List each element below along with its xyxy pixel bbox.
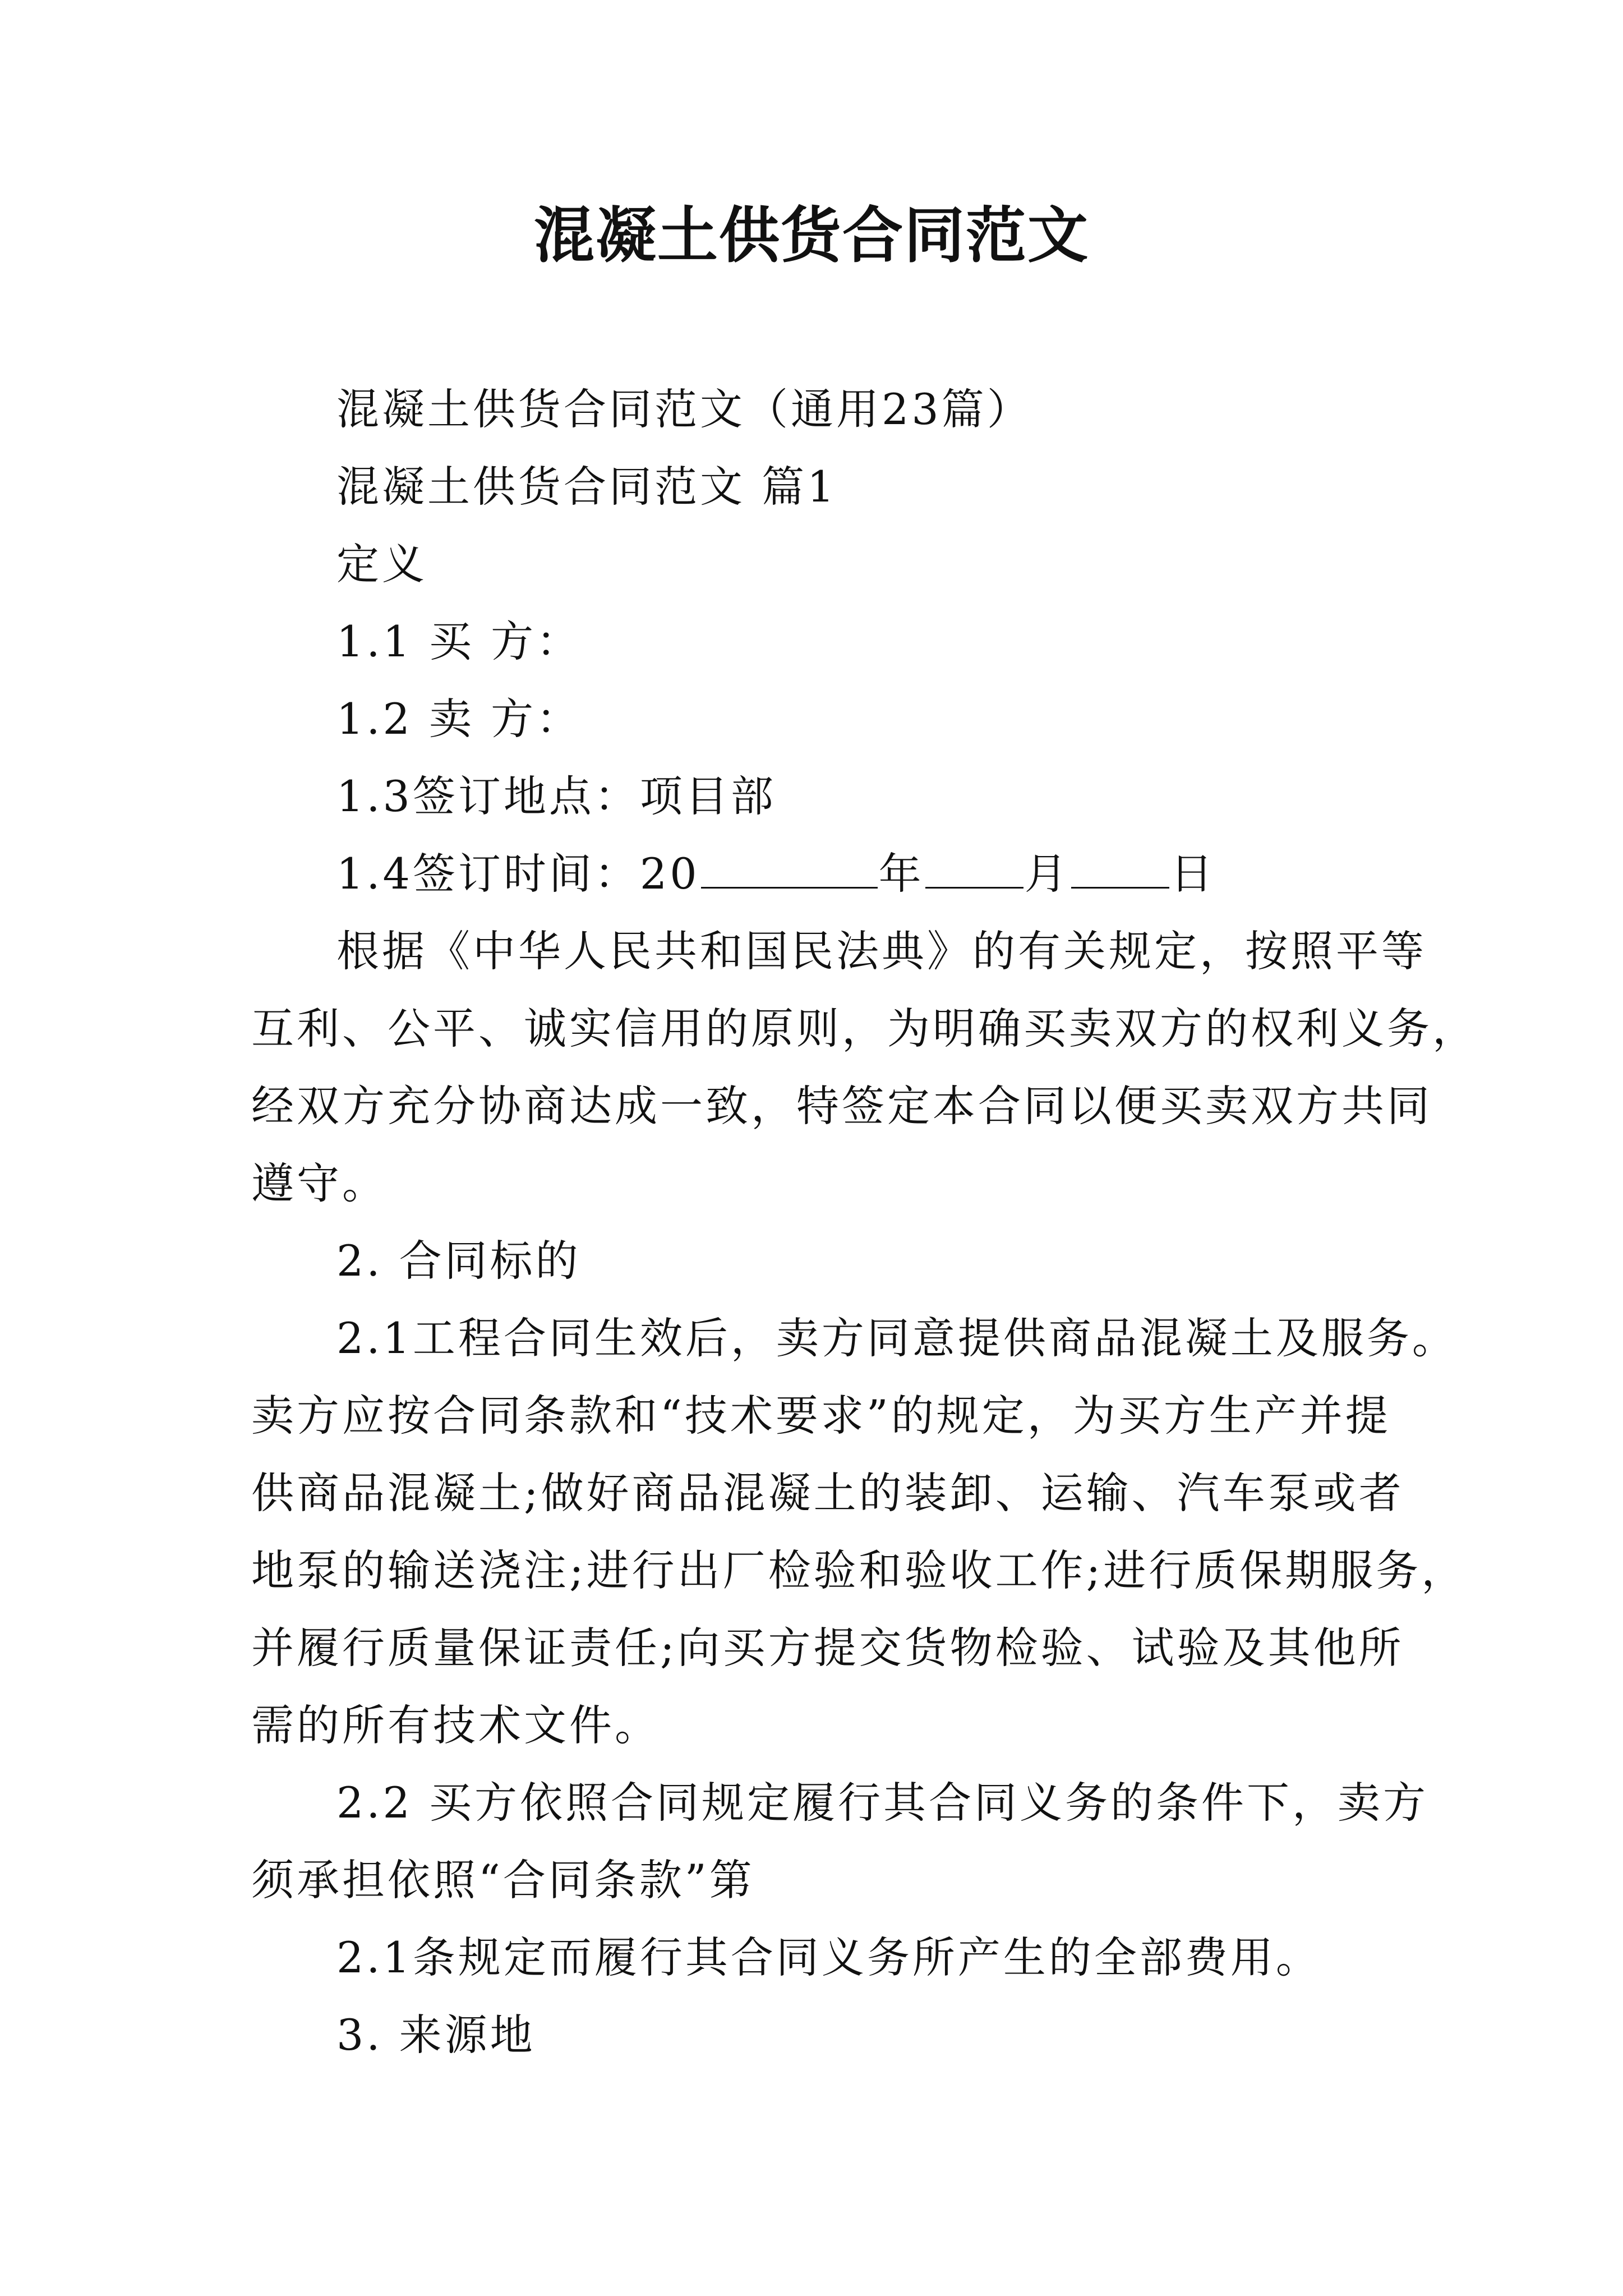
paragraph-line: 2.2 买方依照合同规定履行其合同义务的条件下，卖方 <box>336 1778 1429 1828</box>
paragraph-line: 并履行质量保证责任;向买方提交货物检验、试验及其他所 <box>251 1623 1404 1673</box>
month-label: 月 <box>1024 849 1070 899</box>
paragraph-line: 互利、公平、诚实信用的原则，为明确买卖双方的权利义务， <box>251 1004 1478 1053</box>
paragraph-line: 需的所有技术文件。 <box>251 1700 660 1750</box>
year-blank <box>701 848 878 889</box>
section-2-heading: 2. 合同标的 <box>336 1236 581 1286</box>
paragraph-line: 供商品混凝土;做好商品混凝土的装卸、运输、汽车泵或者 <box>251 1468 1404 1518</box>
paragraph-line: 2.1工程合同生效后，卖方同意提供商品混凝土及服务。 <box>336 1313 1458 1363</box>
year-label: 年 <box>878 849 924 899</box>
paragraph-line: 根据《中华人民共和国民法典》的有关规定，按照平等 <box>336 926 1427 976</box>
paragraph-line: 须承担依照“合同条款”第 <box>251 1855 755 1905</box>
paragraph-line: 地泵的输送浇注;进行出厂检验和验收工作;进行质保期服务， <box>251 1545 1467 1595</box>
clause-1-1: 1.1 买 方： <box>336 616 582 666</box>
day-label: 日 <box>1170 849 1216 899</box>
clause-1-3: 1.3签订地点：项目部 <box>336 771 776 821</box>
paragraph-line: 卖方应按合同条款和“技术要求”的规定，为买方生产并提 <box>251 1391 1391 1441</box>
document-subtitle: 混凝土供货合同范文（通用23篇） <box>336 384 1032 434</box>
document-title: 混凝土供货合同范文 <box>533 200 1089 271</box>
section-3-heading: 3. 来源地 <box>336 2010 536 2060</box>
paragraph-line: 2.1条规定而履行其合同义务所产生的全部费用。 <box>336 1932 1321 1982</box>
clause-1-2: 1.2 卖 方： <box>336 694 582 744</box>
paragraph-line: 遵守。 <box>251 1158 388 1208</box>
section-heading: 混凝土供货合同范文 篇1 <box>336 462 837 512</box>
definitions-heading: 定义 <box>336 539 427 589</box>
month-blank <box>925 848 1023 889</box>
clause-1-4-prefix: 1.4签订时间：20 <box>336 849 700 899</box>
day-blank <box>1071 848 1169 889</box>
clause-1-4 <box>336 835 1216 913</box>
paragraph-line: 经双方充分协商达成一致，特签定本合同以便买卖双方共同 <box>251 1081 1432 1131</box>
